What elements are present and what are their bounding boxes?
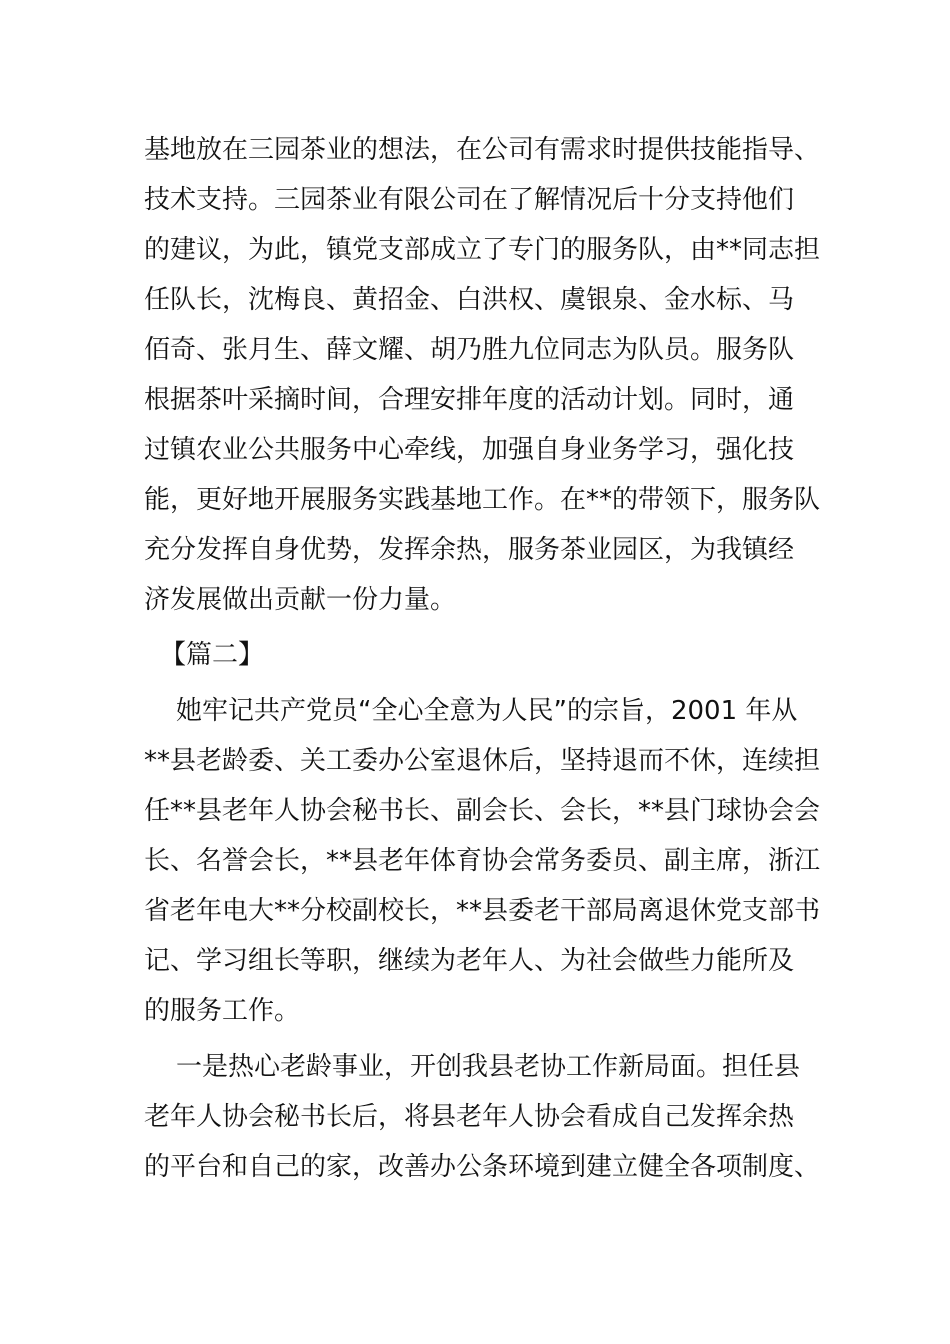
text-line: 能，更好地开展服务实践基地工作。在**的带领下，服务队 — [144, 485, 821, 515]
text-line: 任队长，沈梅良、黄招金、白洪权、虞银泉、金水标、马 — [144, 285, 795, 315]
text-line: 的平台和自己的家，改善办公条环境到建立健全各项制度、 — [144, 1152, 821, 1182]
paragraph-first-line: 一是热心老龄事业，开创我县老协工作新局面。担任县 — [176, 1052, 801, 1082]
text-line: 老年人协会秘书长后，将县老年人协会看成自己发挥余热 — [144, 1102, 795, 1132]
text-line: 技术支持。三园茶业有限公司在了解情况后十分支持他们 — [144, 185, 795, 215]
text-line: 根据茶叶采摘时间，合理安排年度的活动计划。同时，通 — [144, 385, 795, 415]
text-line: 的建议，为此，镇党支部成立了专门的服务队，由**同志担 — [144, 235, 821, 265]
section-heading: 【篇二】 — [160, 640, 265, 670]
text-line: 过镇农业公共服务中心牵线，加强自身业务学习，强化技 — [144, 435, 795, 465]
text-line: 长、名誉会长，**县老年体育协会常务委员、副主席，浙江 — [144, 846, 821, 876]
paragraph-first-line: 她牢记共产党员“全心全意为人民”的宗旨，2001 年从 — [176, 696, 798, 726]
text-line: 济发展做出贡献一份力量。 — [144, 585, 457, 615]
text-line: 佰奇、张月生、薛文耀、胡乃胜九位同志为队员。服务队 — [144, 335, 795, 365]
text-line: 省老年电大**分校副校长，**县委老干部局离退休党支部书 — [144, 896, 821, 926]
text-line: 充分发挥自身优势，发挥余热，服务茶业园区，为我镇经 — [144, 535, 795, 565]
text-line: 的服务工作。 — [144, 996, 301, 1026]
text-line: **县老龄委、关工委办公室退休后，坚持退而不休，连续担 — [144, 746, 821, 776]
text-line: 基地放在三园茶业的想法，在公司有需求时提供技能指导、 — [144, 135, 821, 165]
text-line: 任**县老年人协会秘书长、副会长、会长，**县门球协会会 — [144, 796, 821, 826]
text-line: 记、学习组长等职，继续为老年人、为社会做些力能所及 — [144, 946, 795, 976]
